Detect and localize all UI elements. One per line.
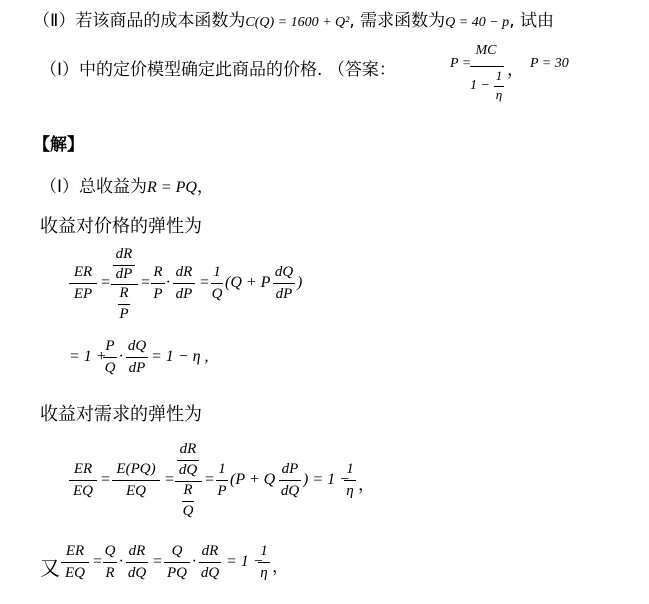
de-paren-open: (P + Q (230, 471, 276, 488)
pe-t3-num: dR (175, 264, 193, 280)
pe-l2a-num: P (105, 338, 115, 354)
solution-heading: 【解】 (33, 135, 84, 155)
pe-t2-num: R (153, 264, 163, 280)
line1-suffix: , 试由 (509, 11, 554, 31)
pe-t3-bar (173, 283, 195, 284)
de-big-den-bar (182, 501, 194, 502)
pe-paren-close: ) (297, 274, 303, 291)
de-t3-num: 1 (218, 461, 226, 477)
de-t4-num: dP (281, 461, 299, 477)
also-c-bar (164, 562, 190, 563)
also-c-num: Q (171, 543, 183, 559)
de-big-num-den: dQ (178, 462, 198, 478)
also-lhs-den: EQ (65, 565, 85, 581)
de-lhs-bar (69, 480, 97, 481)
de-big-num-bar (177, 460, 199, 461)
de-paren-close: ) = 1 − (303, 471, 350, 488)
de-comma: ， (358, 475, 375, 495)
pe-big-num-num: dR (115, 246, 133, 262)
answer-den-den: η (495, 87, 503, 102)
also-e-den: η (260, 565, 268, 581)
pe-l2b-bar (126, 357, 148, 358)
also-comma: ， (272, 557, 289, 577)
also-b-bar (126, 562, 148, 563)
pe-big-num-den: dP (115, 266, 133, 282)
de-t1-num: E(PQ) (116, 461, 156, 477)
pe-lhs-den: EP (73, 286, 93, 302)
also-you: 又 (40, 556, 60, 580)
pe-t5-den: dP (275, 286, 293, 302)
pe-t2-den: P (153, 286, 163, 302)
pe-big-den-bar (118, 304, 130, 305)
problem-line-1 (33, 6, 554, 31)
line1-mid: , 需求函数为 (349, 11, 446, 31)
answer-P-eq: P = (450, 56, 472, 71)
pe-t2-bar (151, 283, 165, 284)
part1-line (40, 172, 214, 197)
answer-fraction-num: MC (475, 43, 497, 58)
de-big-den-den: Q (182, 503, 194, 519)
also-c-den: PQ (167, 565, 187, 581)
line1-prefix: （Ⅱ）若该商品的成本函数为 (33, 11, 246, 31)
de-eq-2: = (164, 471, 175, 488)
also-a-den: R (105, 565, 115, 581)
also-dot-2: · (192, 553, 196, 570)
answer-comma: ， (507, 60, 524, 80)
also-b-num: dR (128, 543, 146, 559)
de-lhs-den: EQ (73, 483, 93, 499)
also-dot-1: · (119, 553, 123, 570)
pe-l2b-den: dP (128, 360, 146, 376)
pe-t3-den: dP (175, 286, 193, 302)
pe-l2-dot: · (119, 348, 123, 365)
pe-eq-2: = (140, 274, 151, 291)
de-eq-3: = (204, 471, 215, 488)
de-t1-den: EQ (126, 483, 146, 499)
also-mid: = 1 − (226, 553, 264, 570)
part1-expr: R = PQ (147, 179, 197, 196)
pe-eq-1: = (100, 274, 111, 291)
pe-lhs-bar (69, 283, 97, 284)
problem-line-2: （Ⅰ）中的定价模型确定此商品的价格. （答案： (40, 60, 396, 80)
de-big-num-num: dR (179, 441, 197, 457)
cost-function: C(Q) = 1600 + Q² (245, 15, 350, 30)
pe-t4-bar (211, 283, 223, 284)
also-d-den: dQ (200, 565, 220, 581)
pe-paren-open: (Q + P (225, 274, 271, 291)
pe-eq-3: = (199, 274, 210, 291)
answer-den-left: 1 − (470, 78, 490, 93)
part1-comma: ， (196, 177, 214, 197)
demand-elasticity-heading: 收益对需求的弹性为 (40, 404, 202, 425)
also-b-den: dQ (127, 565, 147, 581)
also-lhs-bar (61, 562, 89, 563)
pe-l2b-num: dQ (127, 338, 147, 354)
also-a-num: Q (104, 543, 116, 559)
pe-l2-start: = 1 + (69, 348, 107, 365)
pe-l2-end: = 1 − η , (151, 348, 209, 365)
pe-big-den-num: R (119, 285, 129, 301)
de-t5-bar (344, 480, 356, 481)
de-t3-bar (216, 480, 228, 481)
de-t5-den: η (346, 483, 354, 499)
answer-fraction-bar (470, 66, 504, 67)
price-elasticity-heading: 收益对价格的弹性为 (40, 216, 202, 237)
de-t3-den: P (217, 483, 227, 499)
de-lhs-num: ER (73, 461, 93, 477)
answer-P30: P = 30 (530, 56, 569, 71)
de-big-den-num: R (183, 482, 193, 498)
pe-t5-num: dQ (274, 264, 294, 280)
also-e-bar (258, 562, 270, 563)
de-t5-num: 1 (346, 461, 354, 477)
pe-big-den-den: P (119, 306, 129, 322)
pe-l2a-den: Q (104, 360, 116, 376)
de-t4-den: dQ (280, 483, 300, 499)
pe-dot-1: · (166, 274, 170, 291)
also-e-num: 1 (260, 543, 268, 559)
de-eq-1: = (100, 471, 111, 488)
de-t4-bar (279, 480, 301, 481)
pe-l2a-bar (103, 357, 117, 358)
part1-label: （Ⅰ）总收益为 (40, 177, 148, 197)
also-eq-2: = (152, 553, 163, 570)
also-lhs-num: ER (65, 543, 85, 559)
also-d-bar (199, 562, 221, 563)
also-eq-1: = (92, 553, 103, 570)
also-d-num: dR (201, 543, 219, 559)
answer-den-num: 1 (495, 68, 503, 83)
de-t1-bar (112, 480, 160, 481)
pe-lhs-num: ER (73, 264, 93, 280)
also-a-bar (103, 562, 117, 563)
pe-t4-den: Q (211, 286, 223, 302)
pe-t4-num: 1 (213, 264, 221, 280)
pe-t5-bar (273, 283, 295, 284)
demand-function: Q = 40 − p (445, 15, 510, 30)
